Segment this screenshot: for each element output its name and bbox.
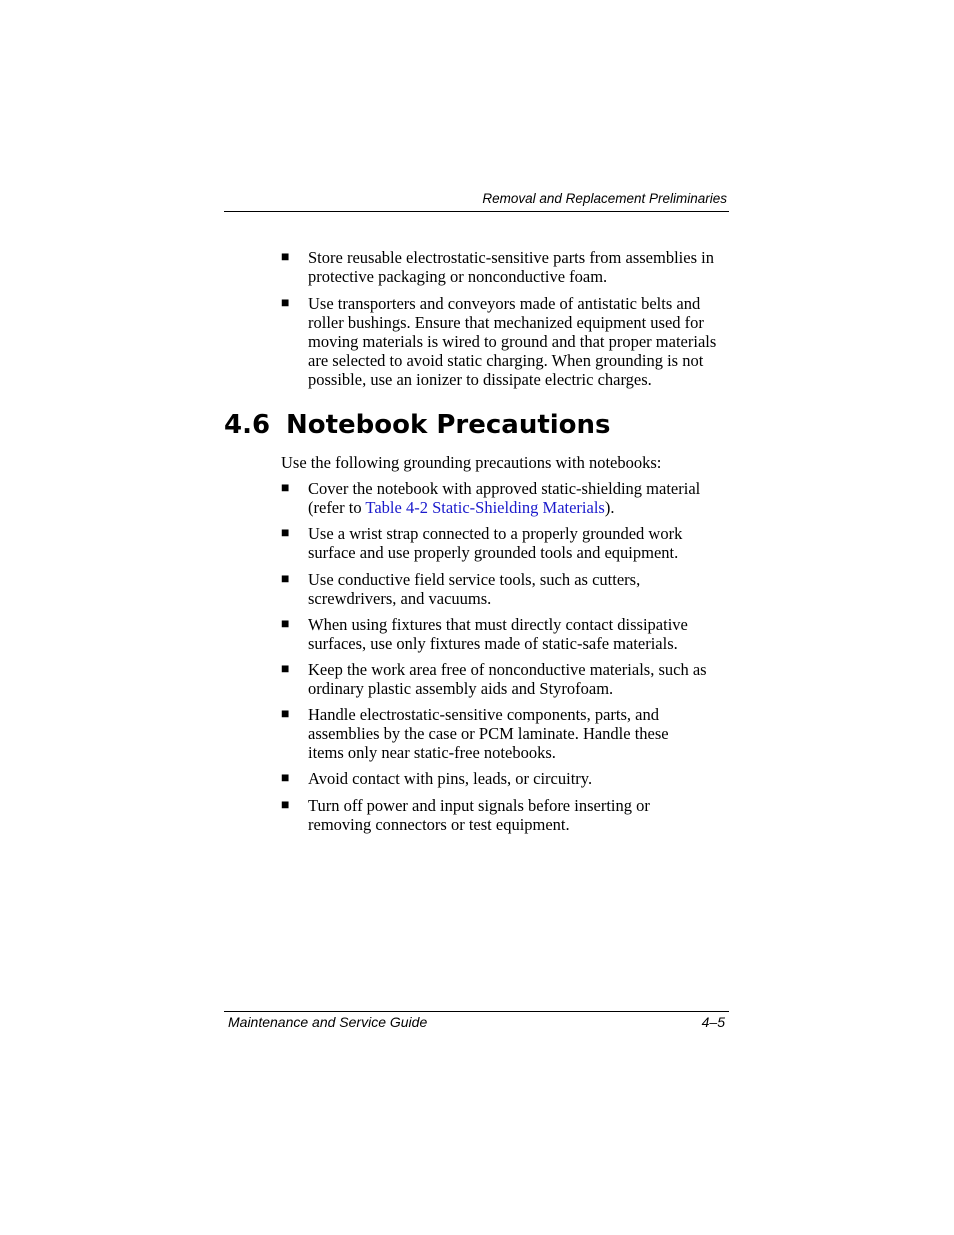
list-item bbox=[281, 479, 731, 517]
section-title: Notebook Precautions bbox=[286, 410, 611, 440]
bullet-square-icon: ■ bbox=[281, 617, 290, 632]
list-item bbox=[281, 660, 731, 698]
list-item bbox=[281, 769, 731, 788]
list-item bbox=[281, 294, 731, 389]
list-item bbox=[281, 615, 731, 653]
list-item-text: Handle electrostatic-sensitive components, parts, and assemblies by the case or PCM laminate. Handle these items only near static-free notebooks. bbox=[308, 705, 669, 762]
list-item bbox=[281, 570, 731, 608]
list-item-text: Keep the work area free of nonconductive materials, such as ordinary plastic assembly aids and Styrofoam. bbox=[308, 660, 707, 698]
bullet-square-icon: ■ bbox=[281, 798, 290, 813]
running-header: Removal and Replacement Preliminaries bbox=[482, 191, 727, 206]
bullet-square-icon: ■ bbox=[281, 526, 290, 541]
section-intro: Use the following grounding precautions with notebooks: bbox=[281, 453, 662, 472]
list-item-text-after-link: ). bbox=[604, 498, 615, 517]
list-item-text: Turn off power and input signals before inserting or removing connectors or test equipment. bbox=[308, 796, 650, 834]
list-item bbox=[281, 705, 731, 762]
list-item-text: Use transporters and conveyors made of antistatic belts and roller bushings. Ensure that mechanized equipment used for moving materials is wired to ground and that proper materials are selected to avoid static charging. When grounding is not possible, use an ionizer to dissipate electric charges. bbox=[308, 294, 717, 389]
list-item-text: Avoid contact with pins, leads, or circuitry. bbox=[308, 769, 593, 788]
list-item-text: When using fixtures that must directly contact dissipative surfaces, use only fixtures made of static-safe materials. bbox=[308, 615, 688, 653]
bullet-square-icon: ■ bbox=[281, 250, 290, 265]
list-item-text: Store reusable electrostatic-sensitive parts from assemblies in protective packaging or nonconductive foam. bbox=[308, 248, 714, 286]
bullet-square-icon: ■ bbox=[281, 662, 290, 677]
bullet-square-icon: ■ bbox=[281, 572, 290, 587]
page-number: 4–5 bbox=[701, 1014, 725, 1030]
list-item bbox=[281, 248, 731, 286]
section-heading bbox=[224, 407, 611, 443]
footer-rule bbox=[224, 1011, 729, 1012]
list-item bbox=[281, 796, 731, 834]
list-item-text: Use conductive field service tools, such as cutters, screwdrivers, and vacuums. bbox=[308, 570, 641, 608]
list-item bbox=[281, 524, 731, 562]
bullet-square-icon: ■ bbox=[281, 481, 290, 496]
bullet-square-icon: ■ bbox=[281, 296, 290, 311]
section-number: 4.6 bbox=[224, 410, 271, 440]
list-item-text bbox=[308, 479, 718, 517]
bullet-square-icon: ■ bbox=[281, 707, 290, 722]
footer-guide-title: Maintenance and Service Guide bbox=[228, 1014, 428, 1030]
bullet-square-icon: ■ bbox=[281, 771, 290, 786]
list-item-text: Use a wrist strap connected to a properly grounded work surface and use properly grounded tools and equipment. bbox=[308, 524, 683, 562]
table-reference-link[interactable]: Table 4-2 Static-Shielding Materials bbox=[365, 498, 605, 517]
header-rule bbox=[224, 211, 729, 212]
list-item-text-before-link: Cover the notebook with approved static-shielding material (refer to bbox=[308, 479, 701, 517]
